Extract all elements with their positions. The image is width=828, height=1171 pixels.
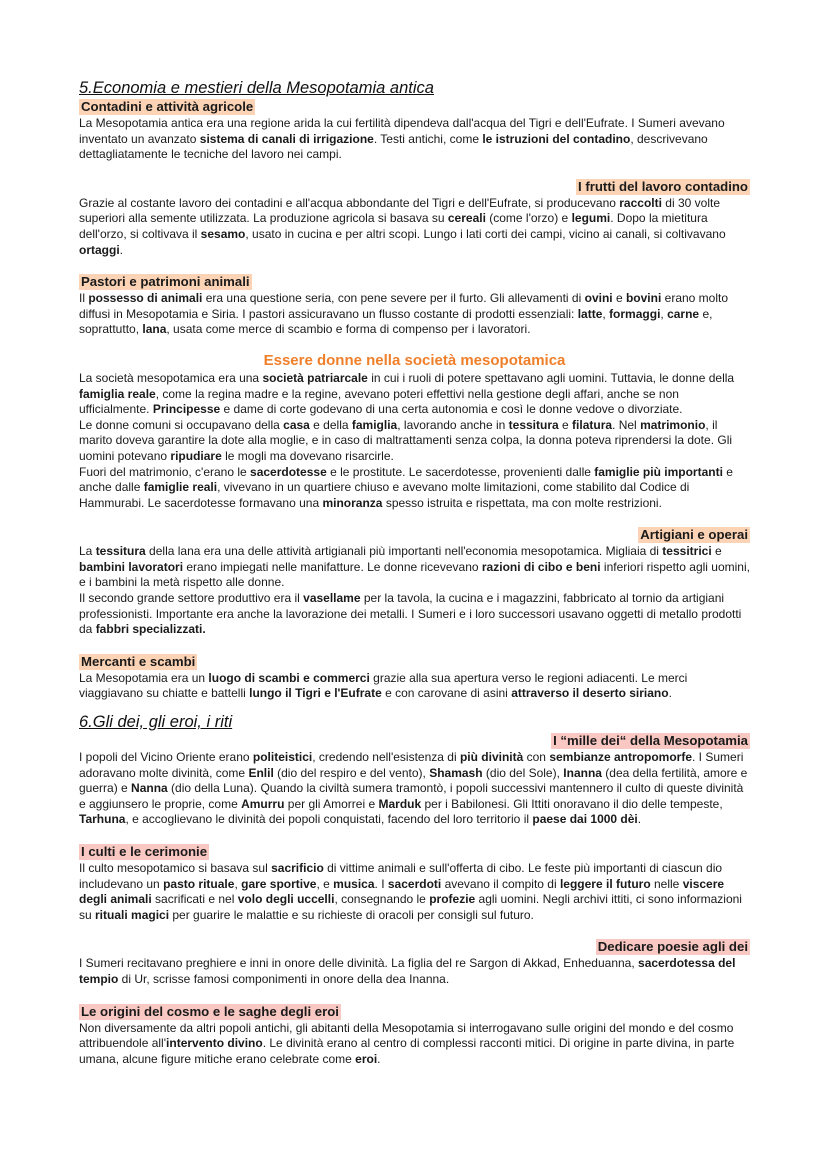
text-run: . I Sumeri adoravano molte divinità, come <box>79 750 744 780</box>
text-run: erano molto diffusi in Mesopotamia e Siria. I pastori assicuravano un flusso costante di prodotti essenziali: <box>79 291 729 321</box>
bold-term: famiglie più importanti <box>594 464 723 479</box>
bold-term: razioni di cibo e beni <box>481 559 601 574</box>
text-run: Il culto mesopotamico si basava sul <box>79 861 272 875</box>
text-run: della lana era una delle attività artigianali più importanti nell'economia mesopotamica. Migliaia di <box>145 544 663 559</box>
bold-term: tessitura <box>508 417 559 432</box>
text-run: e della <box>309 417 352 432</box>
bold-term: vasellame <box>303 591 361 606</box>
text-run: e, soprattutto, <box>79 306 713 337</box>
bold-term: volo degli uccelli <box>237 892 335 907</box>
bold-term: tessitrici <box>662 544 712 559</box>
paragraph-women-1 <box>79 371 750 418</box>
text-run: era una questione seria, con pene severe per il furto. Gli allevamenti di <box>202 291 585 306</box>
bold-term: formaggi <box>609 306 661 321</box>
paragraph-shepherds <box>79 291 750 338</box>
bold-term: più divinità <box>459 750 524 765</box>
text-run: agli uomini. Negli archivi ittiti, ci sono informazioni su <box>79 892 742 922</box>
section-heading-shepherds: Pastori e patrimoni animali <box>81 274 250 290</box>
text-run: (come l'orzo) e <box>485 211 572 226</box>
bold-term: paese dai 1000 dèi <box>532 812 638 827</box>
text-run: , <box>660 306 668 321</box>
bold-term: filatura <box>572 417 613 432</box>
text-run: , <box>234 876 242 891</box>
bold-term: famiglie reali <box>143 480 218 495</box>
paragraph-farm-fruits <box>79 196 750 258</box>
text-run: per la tavola, la cucina e i magazzini, fabbricato al tornio da artigiani professionisti. Importante era anche la lavorazione dei metalli. I Sumeri e i loro successori usavano oggetti di metallo prodotti da <box>79 591 742 637</box>
bold-term: le istruzioni del contadino <box>482 131 631 146</box>
text-run: , credendo nell'esistenza di <box>312 750 460 765</box>
paragraph-women-3 <box>79 465 750 512</box>
bold-term: Inanna <box>563 765 602 780</box>
text-run: (dea della fertilità, amore e guerra) e <box>79 765 748 796</box>
bold-term: bovini <box>625 291 662 306</box>
text-run: , vivevano in un quartiere chiuso e avevano molte limitazioni, come stabilito dal Codice di Hammurabi. Le sacerdotesse formavano una <box>79 480 690 510</box>
bold-term: attraverso il deserto siriano <box>511 686 669 701</box>
bold-term: famiglia <box>351 417 398 432</box>
text-run: Il <box>79 291 89 306</box>
bold-term: raccolti <box>619 195 662 210</box>
text-run: , lavorando anche in <box>397 417 509 432</box>
text-run: per guarire le malattie e su richieste di oracoli per consigli sul futuro. <box>169 907 534 922</box>
text-run: in cui i ruoli di potere spettavano agli uomini. Tuttavia, le donne della <box>367 370 735 385</box>
bold-term: matrimonio <box>640 417 706 432</box>
bold-term: ovini <box>584 291 613 306</box>
text-run: . I <box>374 876 388 891</box>
bold-term: lungo il Tigri e l'Eufrate <box>249 686 382 701</box>
section-heading-merchants: Mercanti e scambi <box>81 653 196 669</box>
bold-term: sacerdotesse <box>250 464 327 479</box>
bold-term: legumi <box>571 211 611 226</box>
text-run: . Testi antichi, come <box>373 131 483 146</box>
bold-term: Nanna <box>131 781 168 796</box>
text-run: e <box>612 291 626 306</box>
chapter-title-economy: 5.Economia e mestieri della Mesopotamia antica <box>79 79 434 97</box>
text-run: con <box>523 750 550 765</box>
text-run: nelle <box>650 876 683 891</box>
text-run: . <box>119 242 124 257</box>
bold-term: famiglia reale <box>79 386 156 401</box>
text-run: (dio della Luna). Quando la civiltà sumera tramontò, i popoli successivi mantennero il culto di queste divinità e aggiunsero le proprie, come <box>79 781 744 811</box>
bold-term: musica <box>333 876 375 891</box>
text-run: e anche dalle <box>79 464 733 495</box>
text-run: I Sumeri recitavano preghiere e inni in onore delle divinità. La figlia del re Sargon di Akkad, Enheduanna, <box>79 956 639 971</box>
bold-term: ortaggi <box>79 242 120 257</box>
text-run: , usata come merce di scambio e forma di compenso per i lavoratori. <box>166 322 531 337</box>
text-run: . Dopo la mietitura dell'orzo, si coltivava il <box>79 211 708 241</box>
bold-term: sacerdotessa del tempio <box>79 956 736 986</box>
bold-term: profezie <box>429 892 476 907</box>
text-run: per gli Amorrei e <box>284 796 379 811</box>
section-heading-farm-fruits: I frutti del lavoro contadino <box>578 178 748 194</box>
text-run: (dio del Sole), <box>482 765 564 780</box>
text-run: , usato in cucina e per altri scopi. Lungo i lati corti dei campi, vicino ai canali, si coltivavano <box>245 226 726 241</box>
section-heading-origins: Le origini del cosmo e le saghe degli eroi <box>81 1003 339 1019</box>
text-run: . <box>668 686 672 701</box>
text-run: erano impiegati nelle manifatture. Le donne ricevevano <box>183 559 482 574</box>
text-run: . Le divinità erano al centro di complessi racconti mitici. Di origine in parte divina, in parte umana, alcune figure mitiche erano celebrate come <box>79 1036 735 1066</box>
bold-term: Tarhuna <box>79 812 126 827</box>
bold-term: sacerdoti <box>387 876 442 891</box>
paragraph-thousand-gods <box>79 750 750 828</box>
bold-term: società patriarcale <box>262 370 368 385</box>
text-run: Il secondo grande settore produttivo era il <box>79 591 304 606</box>
bold-term: viscere degli animali <box>79 876 725 907</box>
text-run: grazie alla sua apertura verso le regioni adiacenti. Le merci viaggiavano su chiatte e battelli <box>79 670 688 701</box>
bold-term: ripudiare <box>170 448 222 463</box>
text-run: avevano il compito di <box>441 876 560 891</box>
text-run: , e <box>316 876 334 891</box>
paragraph-poems <box>79 956 750 987</box>
text-run: e <box>711 544 722 559</box>
bold-term: sembianze antropomorfe <box>549 750 693 765</box>
text-run: di 30 volte superiori alla semente utilizzata. La produzione agricola si basava su <box>79 195 720 226</box>
bold-term: rituali magici <box>95 907 170 922</box>
text-run: , come la regina madre e la regine, avevano poteri effettivi nella gestione degli affari, anche se non ufficialmente. <box>79 386 679 417</box>
bold-term: Enlil <box>248 765 274 780</box>
text-run: . <box>377 1051 381 1066</box>
bold-term: pasto rituale <box>163 876 235 891</box>
text-run: La Mesopotamia era un <box>79 670 209 685</box>
text-run: di Ur, scrisse famosi componimenti in onore della dea Inanna. <box>118 971 450 986</box>
text-run: , e accoglievano le divinità dei popoli conquistati, facendo del loro territorio il <box>125 812 533 827</box>
text-run: , il marito doveva garantire la dote alla moglie, e in caso di maltrattamenti senza colpa, la donna poteva riprendersi la dote. Gli uomini potevano <box>79 417 733 463</box>
bold-term: bambini lavoratori <box>79 559 184 574</box>
bold-term: lana <box>142 322 167 337</box>
bold-term: eroi <box>355 1051 378 1066</box>
text-run: I popoli del Vicino Oriente erano <box>79 750 253 765</box>
bold-term: tessitura <box>95 544 146 559</box>
paragraph-women-2 <box>79 418 750 465</box>
section-heading-cults: I culti e le cerimonie <box>81 844 208 859</box>
text-run: , consegnando le <box>334 892 430 907</box>
text-run: di vittime animali e sull'offerta di cibo. Le feste più importanti di ciascun dio includevano un <box>79 861 723 891</box>
bold-term: leggere il futuro <box>559 876 651 891</box>
chapter-title-gods: 6.Gli dei, gli eroi, i riti <box>79 713 233 732</box>
text-run: e con carovane di asini <box>381 686 512 701</box>
text-run: , <box>602 306 610 321</box>
bold-term: Amurru <box>241 796 285 811</box>
paragraph-merchants <box>79 671 750 702</box>
paragraph-artisans-2 <box>79 591 750 638</box>
text-run: per i Babilonesi. Gli Ittiti onoravano il dio delle tempeste, <box>421 796 723 811</box>
bold-term: possesso di animali <box>88 291 203 306</box>
text-run: inferiori rispetto agli uomini, e i bambini la metà rispetto alle donne. <box>79 559 750 590</box>
text-run: e le prostitute. Le sacerdotesse, provenienti dalle <box>326 464 595 479</box>
bold-term: sesamo <box>200 226 246 241</box>
bold-term: sacrificio <box>271 861 324 875</box>
text-run: Grazie al costante lavoro dei contadini e all'acqua abbondante del Tigri e dell'Eufrate, si producevano <box>79 195 620 210</box>
text-run: Non diversamente da altri popoli antichi, gli abitanti della Mesopotamia si interrogavano sulle origini del mondo e del cosmo attribuendole all' <box>79 1020 734 1051</box>
bold-term: minoranza <box>322 495 383 510</box>
bold-term: casa <box>283 417 310 432</box>
bold-term: sistema di canali di irrigazione <box>199 131 374 146</box>
text-run: (dio del respiro e del vento), <box>273 765 430 780</box>
section-heading-poems: Dedicare poesie agli dei <box>597 939 748 955</box>
bold-term: latte <box>577 306 603 321</box>
paragraph-origins <box>79 1021 750 1068</box>
section-heading-artisans: Artigiani e operai <box>640 527 748 543</box>
bold-term: intervento divino <box>166 1036 263 1051</box>
section-heading-thousand-gods: I “mille dei“ della Mesopotamia <box>553 733 748 749</box>
text-run: , descrivevano dettagliatamente le tecniche del lavoro nei campi. <box>79 131 708 162</box>
text-run: La Mesopotamia antica era una regione arida la cui fertilità dipendeva dall'acqua del Tigri e dell'Eufrate. I Sumeri avevano inventato un avanzato <box>79 116 725 146</box>
bold-term: luogo di scambi e commerci <box>208 670 370 685</box>
bold-term: fabbri specializzati. <box>95 622 206 637</box>
section-heading-women: Essere donne nella società mesopotamica <box>263 351 566 369</box>
text-run: e dame di corte godevano di una certa autonomia e così le donne vedove o divorziate. <box>220 402 683 417</box>
bold-term: carne <box>667 306 700 321</box>
bold-term: Shamash <box>429 765 483 780</box>
text-run: Le donne comuni si occupavano della <box>79 417 284 432</box>
paragraph-artisans-1 <box>79 544 750 591</box>
text-run: sacrificati e nel <box>151 892 238 907</box>
text-run: La società mesopotamica era una <box>79 370 263 385</box>
section-heading-farmers: Contadini e attività agricole <box>81 99 254 114</box>
paragraph-cults <box>79 861 750 923</box>
bold-term: Marduk <box>378 796 422 811</box>
bold-term: gare sportive <box>241 876 317 891</box>
text-run: le mogli ma dovevano risarcirle. <box>221 448 394 463</box>
text-run: e <box>558 417 573 432</box>
text-run: spesso istruita e rispettata, ma con molte restrizioni. <box>382 495 662 510</box>
text-run: La <box>79 544 96 559</box>
bold-term: politeistici <box>252 750 313 765</box>
text-run: . Nel <box>612 417 641 432</box>
bold-term: Principesse <box>152 402 221 417</box>
paragraph-farmers <box>79 116 750 163</box>
bold-term: cereali <box>447 211 486 226</box>
text-run: . <box>637 812 642 827</box>
text-run: Fuori del matrimonio, c'erano le <box>79 464 251 479</box>
